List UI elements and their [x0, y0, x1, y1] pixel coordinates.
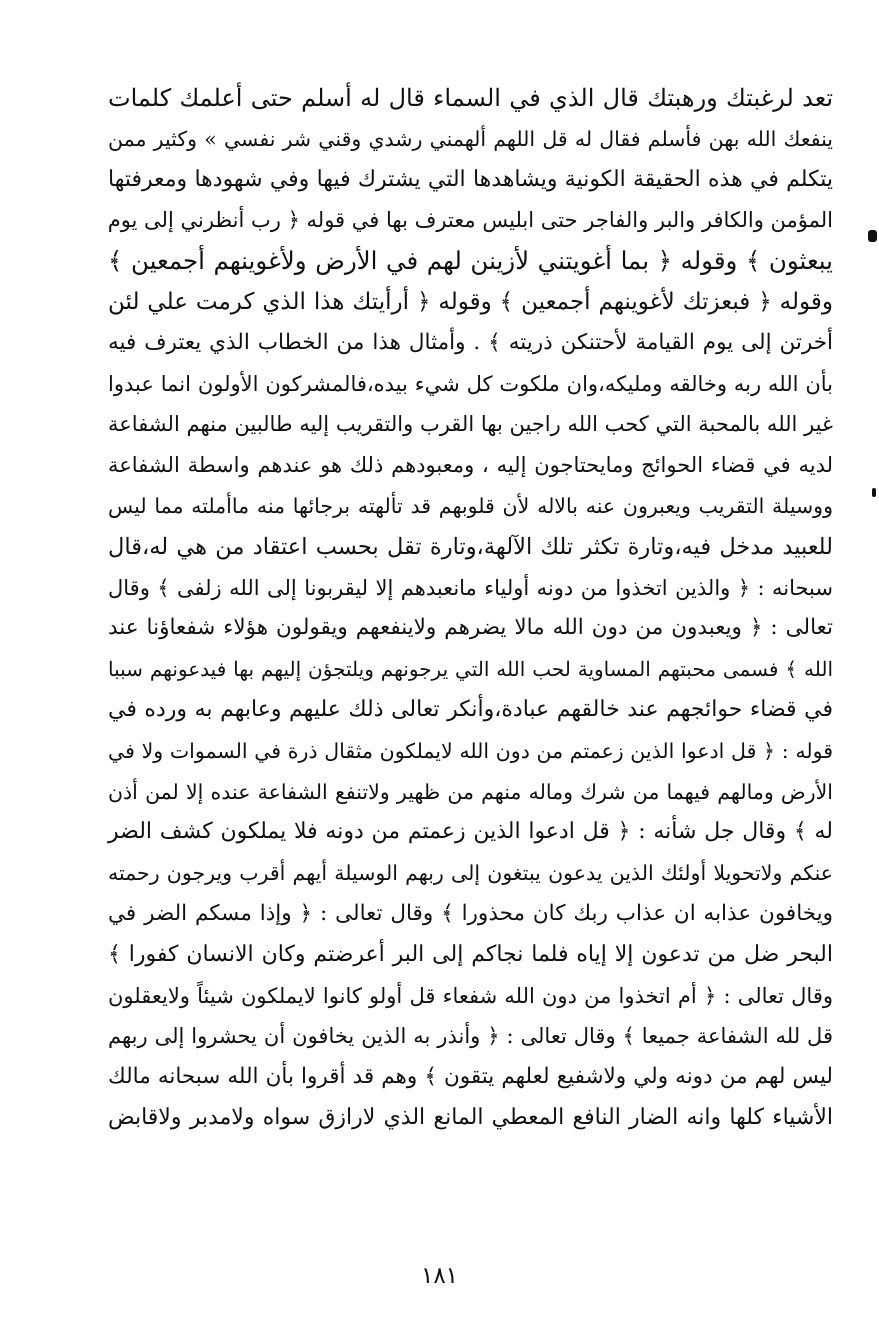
text-line: يبعثون ﴾ وقوله ﴿ بما أغويتني لأزينن لهم في الأرض ولأغوينهم أجمعين ﴾ [108, 246, 833, 276]
text-line: المؤمن والكافر والبر والفاجر حتى ابليس معترف بها في قوله ﴿ رب أنظرني إلى يوم [107, 208, 833, 233]
text-line: بأن الله ربه وخالقه ومليكه،وان ملكوت كل شيء بيده،فالمشركون الأولون انما عبدوا [108, 371, 833, 396]
text-line: له ﴾ وقال جل شأنه : ﴿ قل ادعوا الذين زعمتم من دونه فلا يملكون كشف الضر [108, 819, 833, 845]
text-line: وقوله ﴿ فبعزتك لأغوينهم أجمعين ﴾ وقوله ﴿ أرأيتك هذا الذي كرمت علي لئن [108, 288, 833, 315]
page-number: ١٨١ [420, 1263, 459, 1289]
text-line: ووسيلة التقريب ويعبرون عنه بالاله لأن قلوبهم قد تألهته برجائها منه ماأملته مما ليس [108, 493, 833, 518]
text-line: قل لله الشفاعة جميعا ﴾ وقال تعالى : ﴿ وأنذر به الذين يخافون أن يحشروا إلى ربهم [108, 1024, 833, 1049]
text-line: قوله : ﴿ قل ادعوا الذين زعمتم من دون الله لايملكون مثقال ذرة في السموات ولا في [108, 738, 833, 763]
text-line: سبحانه : ﴿ والذين اتخذوا من دونه أولياء مانعبدهم إلا ليقربونا إلى الله زلفى ﴾ وقال [108, 575, 833, 600]
text-line: للعبيد مدخل فيه،وتارة تكثر تلك الآلهة،وتارة تقل بحسب اعتقاد من هي له،قال [108, 533, 833, 560]
text-line: تعد لرغبتك ورهبتك قال الذي في السماء قال له أسلم حتى أعلمك كلمات [108, 84, 833, 112]
text-line: ينفعك الله بهن فأسلم فقال له قل اللهم ألهمني رشدي وقني شر نفسي » وكثير ممن [108, 126, 833, 151]
text-line: غير الله بالمحبة التي كحب الله راجين بها القرب والتقريب إليه طالبين منهم الشفاعة [108, 412, 833, 437]
text-line: البحر ضل من تدعون إلا إياه فلما نجاكم إلى البر أعرضتم وكان الانسان كفورا ﴾ [108, 941, 833, 967]
text-line: الأشياء كلها وانه الضار النافع المعطي المانع الذي لارازق سواه ولامدبر ولاقابض [108, 1104, 833, 1130]
text-line: يتكلم في هذه الحقيقة الكونية ويشاهدها التي يشترك فيها وفي شهودها ومعرفتها [108, 166, 833, 192]
text-line: أخرتن إلى يوم القيامة لأحتنكن ذريته ﴾ . وأمثال هذا من الخطاب الذي يعترف فيه [108, 329, 833, 355]
ink-mark [872, 488, 876, 497]
text-line: الأرض ومالهم فيهما من شرك وماله منهم من ظهير ولاتنفع الشفاعة عنده إلا لمن أذن [108, 779, 833, 804]
text-line: في قضاء حوائجهم عند خالقهم عبادة،وأنكر تعالى ذلك عليهم وعابهم به ورده في [108, 696, 833, 722]
text-line: ليس لهم من دونه ولي ولاشفيع لعلهم يتقون ﴾ وهم قد أقروا بأن الله سبحانه مالك [108, 1064, 833, 1090]
body-text [108, 78, 833, 1139]
text-line: الله ﴾ فسمى محبتهم المساوية لحب الله التي يرجونهم ويلتجؤن إليهم بها فيدعونهم سببا [108, 657, 833, 682]
ink-mark [868, 230, 877, 242]
text-line: وقال تعالى : ﴿ أم اتخذوا من دون الله شفعاء قل أولو كانوا لايملكون شيئاً ولايعقلون [108, 983, 833, 1008]
text-line: عنكم ولاتحويلا أولئك الذين يدعون يبتغون إلى ربهم الوسيلة أيهم أقرب ويرجون رحمته [108, 861, 833, 886]
text-line: ويخافون عذابه ان عذاب ربك كان محذورا ﴾ وقال تعالى : ﴿ وإذا مسكم الضر في [108, 900, 833, 926]
text-line: لديه في قضاء الحوائج ومايحتاجون إليه ، ومعبودهم ذلك هو عندهم واسطة الشفاعة [108, 453, 833, 478]
text-line: تعالى : ﴿ ويعبدون من دون الله مالا يضرهم ولاينفعهم ويقولون هؤلاء شفعاؤنا عند [108, 615, 833, 641]
